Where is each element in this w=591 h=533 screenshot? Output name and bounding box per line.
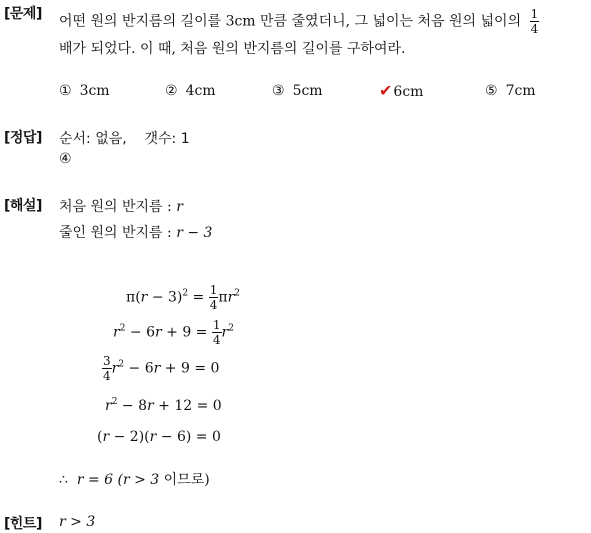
solution-line-2 xyxy=(59,222,212,242)
problem-text-1: 어떤 원의 반지름의 길이를 3cm 만큼 줄였더니, 그 넓이는 처음 원의 넓이의 xyxy=(59,13,522,30)
choice-3-mark: ③ xyxy=(272,83,285,99)
choice-2-text: 4cm xyxy=(185,83,216,99)
choice-5-mark: ⑤ xyxy=(485,83,498,99)
problem-label: [문제] xyxy=(4,6,42,22)
therefore-suffix: 이므로) xyxy=(163,472,210,488)
equation-2: $r^2 - 6r + 9$ = $\frac{1}{4}$ $r^2$ xyxy=(113,318,234,347)
therefore-line xyxy=(59,469,210,489)
equation-4: $r^2 - 8r + 12 = 0$ xyxy=(105,397,222,414)
choice-1-text: 3cm xyxy=(79,83,110,99)
equation-1: $\pi(r - 3)^2$ = $\frac{1}{4}$ $\pi r^2$ xyxy=(126,283,241,312)
hint-expr xyxy=(59,514,95,530)
choice-1-mark: ① xyxy=(59,83,72,99)
fraction-numerator: 1 xyxy=(530,7,539,21)
choice-2-mark: ② xyxy=(165,83,178,99)
answer-line-2: ④ xyxy=(59,151,72,167)
choice-3-text: 5cm xyxy=(292,83,323,99)
solution-line-2-text: 줄인 원의 반지름 : xyxy=(59,225,177,241)
answer-label: [정답] xyxy=(4,130,42,146)
choice-2[interactable] xyxy=(165,83,216,99)
choice-5[interactable] xyxy=(485,83,536,99)
fraction-denominator: 4 xyxy=(530,22,539,36)
solution-line-1-text: 처음 원의 반지름 : xyxy=(59,199,177,215)
problem-fraction xyxy=(530,8,540,35)
check-mark-icon: ✔ xyxy=(379,81,393,100)
choice-1[interactable] xyxy=(59,83,110,99)
choice-4[interactable] xyxy=(379,81,423,100)
choice-4-text: 6cm xyxy=(393,84,424,100)
solution-line-1-var: r xyxy=(176,199,183,215)
problem-line-1 xyxy=(59,8,539,35)
equation-3: $\frac{3}{4}$ $r^2 - 6r + 9 = 0$ xyxy=(103,354,220,383)
problem-line-2: 배가 되었다. 이 때, 처음 원의 반지름의 길이를 구하여라. xyxy=(59,41,406,57)
solution-line-1 xyxy=(59,196,183,216)
answer-line-1: 순서: 없음, 갯수: 1 xyxy=(59,131,190,147)
choice-5-text: 7cm xyxy=(505,83,536,99)
solution-line-2-expr: r − 3 xyxy=(176,225,213,241)
therefore-expr: r = 6 (r > 3 xyxy=(76,472,160,488)
equation-5: (r − 2)(r − 6) = 0 xyxy=(97,429,221,445)
hint-expression: r > 3 xyxy=(59,514,96,530)
solution-label: [해설] xyxy=(4,198,42,214)
therefore-symbol: ∴ xyxy=(59,472,68,488)
hint-label: [힌트] xyxy=(4,516,42,532)
choice-3[interactable] xyxy=(272,83,323,99)
